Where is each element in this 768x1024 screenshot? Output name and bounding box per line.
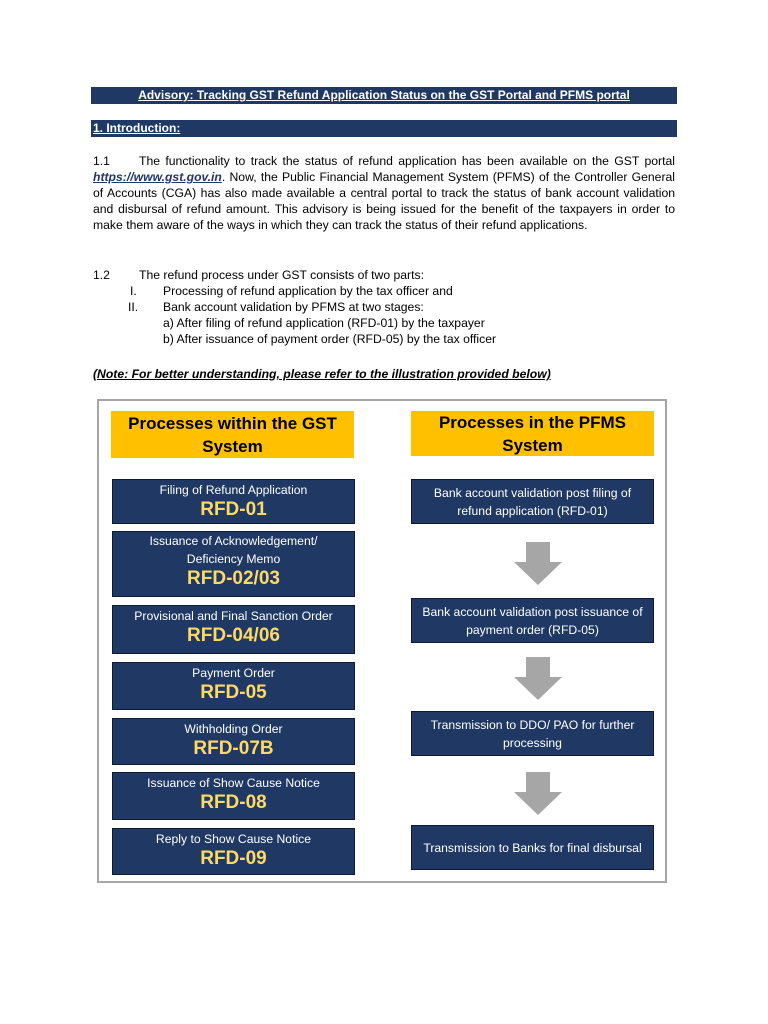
paragraph-number: 1.2 [93,268,110,282]
gst-step-label: Filing of Refund Application [159,483,308,497]
gst-step-code: RFD-04/06 [187,625,280,646]
pfms-step-ddo-pao: Transmission to DDO/ PAO for further processing [411,711,654,756]
gst-step-rfd-04-06 [112,605,355,654]
gst-step-rfd-05 [112,662,355,710]
sub-item-a: a) After filing of refund application (RFD-01) by the taxpayer [163,316,485,330]
gst-step-code: RFD-09 [200,848,267,869]
gst-step-label: Issuance of Acknowledgement/ Deficiency Memo [149,534,318,566]
list-marker-ii: II. [128,300,139,314]
gst-step-rfd-02-03 [112,531,355,597]
sub-item-b: b) After issuance of payment order (RFD-05) by the tax officer [163,332,497,346]
list-item-ii: Bank account validation by PFMS at two stages: [163,300,424,314]
pfms-step-validation-rfd-01: Bank account validation post filing of refund application (RFD-01) [411,479,654,524]
gst-system-heading: Processes within the GST System [111,411,354,458]
gst-step-code: RFD-05 [200,682,267,703]
gst-step-label: Issuance of Show Cause Notice [147,776,320,790]
down-arrow-icon [512,772,564,816]
gst-step-label: Reply to Show Cause Notice [155,832,312,846]
advisory-title: Advisory: Tracking GST Refund Application Status on the GST Portal and PFMS portal [91,87,677,104]
gst-step-rfd-07b [112,718,355,765]
gst-step-rfd-09 [112,828,355,875]
down-arrow-icon [512,657,564,701]
gst-step-rfd-01 [112,479,355,524]
paragraph-number: 1.1 [93,154,110,168]
paragraph-text-b: . Now, the Public Financial Management System (PFMS) of the Controller General of Accounts (CGA) has also made available a central portal to track the status of bank account validation and disbursal of refund amount. This advisory is being issued for the benefit of the taxpayers in order to make them aware of the ways in which they can track the status of their refund applications. [93,170,675,232]
gst-step-label: Withholding Order [184,722,283,736]
down-arrow-icon [512,542,564,586]
paragraph-1-2 [93,267,675,283]
paragraph-text-a: The functionality to track the status of refund application has been available on the GST portal [139,154,675,168]
list-marker-i: I. [130,284,137,298]
gst-step-code: RFD-02/03 [187,568,280,589]
section-heading-introduction: 1. Introduction: [91,120,677,137]
paragraph-1-1 [93,153,675,233]
paragraph-text: The refund process under GST consists of two parts: [139,268,424,282]
gst-step-label: Payment Order [192,666,275,680]
list-item-i: Processing of refund application by the tax officer and [163,284,453,298]
gst-step-label: Provisional and Final Sanction Order [134,609,333,623]
gst-step-code: RFD-07B [193,738,274,759]
illustration-note: (Note: For better understanding, please refer to the illustration provided below) [93,367,551,381]
pfms-system-heading: Processes in the PFMS System [411,411,654,456]
gst-portal-link[interactable]: https://www.gst.gov.in [93,170,222,184]
pfms-step-banks: Transmission to Banks for final disbursal [411,825,654,870]
gst-step-code: RFD-08 [200,792,267,813]
gst-step-rfd-08 [112,772,355,820]
gst-step-code: RFD-01 [200,499,267,520]
pfms-step-validation-rfd-05: Bank account validation post issuance of payment order (RFD-05) [411,598,654,643]
